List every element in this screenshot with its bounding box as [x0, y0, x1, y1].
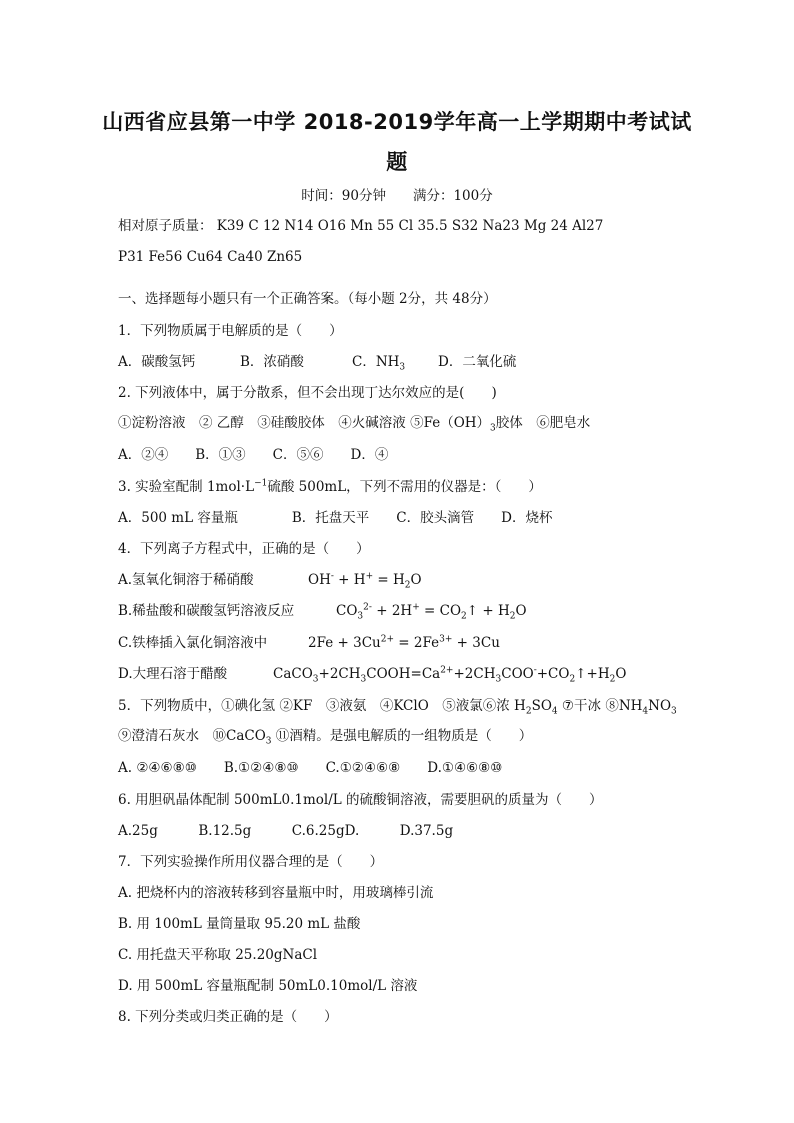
- question-6: 6. 用胆矾晶体配制 500mL0.1mol/L 的硫酸铜溶液，需要胆矾的质量为（ ）: [118, 792, 603, 808]
- q7-option-b: B. 用 100mL 量筒量取 95.20 mL 盐酸: [118, 916, 361, 932]
- question-3-options: A．500 mL 容量瓶 B．托盘天平 C．胶头滴管 D．烧杯: [118, 510, 553, 526]
- question-1: 1．下列物质属于电解质的是（ ）: [118, 323, 343, 339]
- q4-option-d-equation: $CaCO_3+2CH_3COOH=Ca^{2+}+2CH_3COO^-+CO_2↑+H_2O$: [273, 665, 627, 685]
- atomic-mass-line1: 相对原子质量： K39 C 12 N14 O16 Mn 55 Cl 35.5 S32 Na23 Mg 24 Al27: [118, 218, 604, 234]
- question-8: 8. 下列分类或归类正确的是（ ）: [118, 1009, 338, 1025]
- exam-title-line1: 山西省应县第一中学 2018-2019学年高一上学期期中考试试: [102, 110, 692, 134]
- q4-option-a-equation: $OH^- + H^+ = H_2O$: [308, 571, 422, 591]
- question-3: 3. 实验室配制 $1mol\cdot L^{-1}$硫酸 500mL，下列不需用的仪器是：（ ）: [118, 478, 542, 495]
- q4-option-b-equation: $CO_3^{2-} + 2H^+$ = $CO_2↑ + H_2O$: [336, 602, 527, 622]
- question-6-options: A.25g B.12.5g C.6.25gD. D.37.5g: [118, 823, 454, 839]
- question-5-line2: ⑨澄清石灰水 ⑩CaCO$_3$ ⑪酒精。是强电解质的一组物质是（ ）: [118, 728, 533, 747]
- q1-option-c: C．$NH_3$: [352, 354, 406, 373]
- exam-meta: 时间：90分钟 满分：100分: [301, 188, 493, 204]
- q1-option-b: B．浓硝酸: [240, 354, 304, 370]
- question-4: 4．下列离子方程式中，正确的是（ ）: [118, 541, 370, 557]
- question-5-options: A. ②④⑥⑧⑩ B.①②④⑧⑩ C.①②④⑥⑧ D.①④⑥⑧⑩: [118, 760, 503, 776]
- q7-option-d: D. 用 500mL 容量瓶配制 50mL0.10mol/L 溶液: [118, 978, 418, 994]
- question-2-options: A．②④ B．①③ C．⑤⑥ D．④: [118, 447, 389, 463]
- question-1-options: [118, 353, 516, 371]
- q4-option-a: A.氢氧化铜溶于稀硝酸 $OH^- + H^+ = H_2O$: [118, 571, 422, 591]
- q4-option-b: B.稀盐酸和碳酸氢钙溶液反应 $CO_3^{2-} + 2H^+$ = $CO_2↑ + H_2O$: [118, 602, 527, 622]
- question-2: 2. 下列液体中，属于分散系，但不会出现丁达尔效应的是( ): [118, 385, 497, 401]
- q1-option-d: D．二氧化硫: [438, 354, 517, 370]
- question-2-items: ①淀粉溶液 ② 乙醇 ③硅酸胶体 ④火碱溶液 $⑤Fe(OH)_3$胶体 ⑥肥皂水: [118, 415, 591, 434]
- q4-option-c: C.铁棒插入氯化铜溶液中 $2Fe + 3Cu^{2+} = 2Fe^{3+} + 3Cu$: [118, 634, 500, 651]
- q1-option-a: A．碳酸氢钙: [118, 354, 196, 370]
- q4-option-d: D.大理石溶于醋酸 $CaCO_3+2CH_3COOH=Ca^{2+}+2CH_3COO^-+CO_2↑+H_2O$: [118, 665, 627, 685]
- exam-title-line2: 题: [386, 150, 408, 174]
- section-heading: 一、选择题每小题只有一个正确答案。（每小题 2分，共 48分）: [118, 291, 497, 307]
- atomic-mass-line2: P31 Fe56 Cu64 Ca40 Zn65: [118, 249, 303, 265]
- q7-option-a: A. 把烧杯内的溶液转移到容量瓶中时，用玻璃棒引流: [118, 885, 434, 901]
- question-7: 7．下列实验操作所用仪器合理的是（ ）: [118, 854, 384, 870]
- question-5: 5．下列物质中，①碘化氢 ②KF ③液氨 ④KClO ⑤液氯⑥浓 $H_2SO_4$ ⑦干冰 $⑧NH_4NO_3$: [118, 698, 677, 717]
- q4-option-c-equation: $2Fe + 3Cu^{2+} = 2Fe^{3+} + 3Cu$: [308, 634, 500, 651]
- q7-option-c: C. 用托盘天平称取 25.20gNaCl: [118, 947, 318, 963]
